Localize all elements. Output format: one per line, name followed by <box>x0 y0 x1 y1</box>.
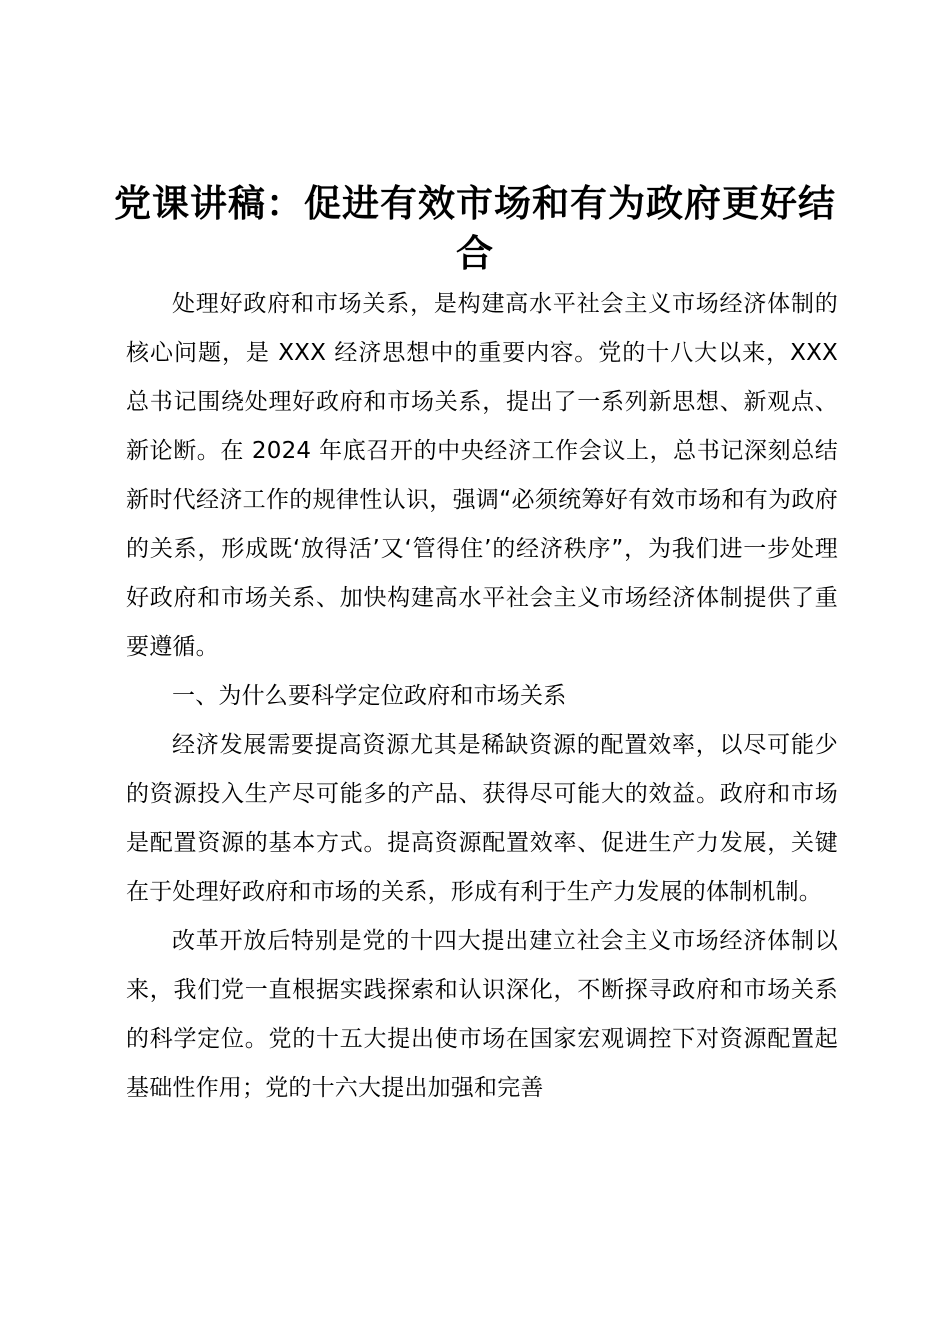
paragraph-section1-b: 改革开放后特别是党的十四大提出建立社会主义市场经济体制以来，我们党一直根据实践探索和认识深化，不断探寻政府和市场关系的科学定位。党的十五大提出使市场在国家宏观调控下对资源配置起基础性作用；党的十六大提出加强和完善 <box>126 928 838 1101</box>
document-title: 党课讲稿：促进有效市场和有为政府更好结合 <box>114 181 836 275</box>
paragraph-intro: 处理好政府和市场关系，是构建高水平社会主义市场经济体制的核心问题，是 XXX 经济思想中的重要内容。党的十八大以来，XXX 总书记围绕处理好政府和市场关系，提出了一系列新思想、新观点、新论断。在 2024 年底召开的中央经济工作会议上，总书记深刻总结新时代经济工作的规律性认识，强调“必须统筹好有效市场和有为政府的关系，形成既‘放得活’又‘管得住’的经济秩序”，为我们进一步处理好政府和市场关系、加快构建高水平社会主义市场经济体制提供了重要遵循。 <box>126 291 838 660</box>
section-heading-1: 一、为什么要科学定位政府和市场关系 <box>172 683 567 709</box>
paragraph-section1-a: 经济发展需要提高资源尤其是稀缺资源的配置效率，以尽可能少的资源投入生产尽可能多的产品、获得尽可能大的效益。政府和市场是配置资源的基本方式。提高资源配置效率、促进生产力发展，关键在于处理好政府和市场的关系，形成有利于生产力发展的体制机制。 <box>126 732 838 905</box>
document-body <box>126 280 838 1113</box>
